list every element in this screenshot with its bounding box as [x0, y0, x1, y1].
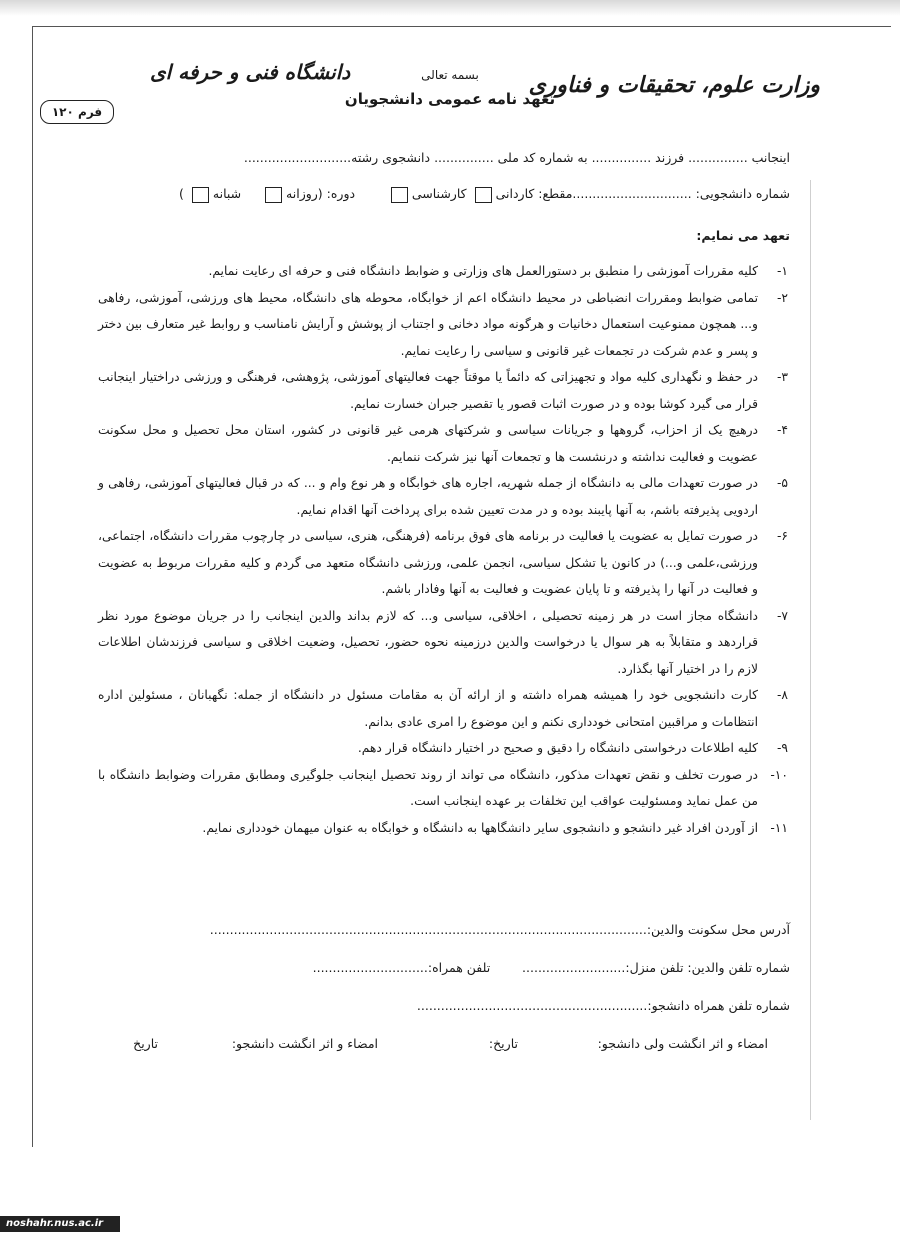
item-text: دانشگاه مجاز است در هر زمینه تحصیلی ، اخلاقی، سیاسی و... که لازم بداند والدین اینجانب را در جریان موضوع مورد نظر قراردهد و متقابلاً به هر سوال یا درخواست والدین درزمینه نحوه حضور، تحصیل، وضعیت اخلاقی و سیاسی فرزندشان اطلاعات لازم را در اختیار آنها بگذارد. — [98, 608, 758, 676]
item-text: کلیه اطلاعات درخواستی دانشگاه را دقیق و صحیح در اختیار دانشگاه قرار دهم. — [357, 741, 758, 755]
student-mobile-field[interactable]: شماره تلفن همراه دانشجو:.......................................................... — [416, 998, 790, 1013]
item-number: ۵- — [776, 476, 788, 490]
pledge-item — [98, 364, 788, 417]
item-text: درهیچ یک از احزاب، گروهها و جریانات سیاسی و شرکتهای هرمی غیر قانونی در کشور، استان محل تحصیل و محل سکونت عضویت و فعالیت نداشته و درنشست ها و تجمعات آنها نیز شرکت ننمایم. — [98, 423, 758, 464]
bachelor-label: کارشناسی — [411, 186, 467, 201]
item-text: تمامی ضوابط ومقررات انضباطی در محیط دانشگاه اعم از خوابگاه، محوطه های دانشگاه، محیط های ورزشی، آموزشی، رفاهی و... همچون ممنوعیت استعمال دخانیات و هرگونه مواد دخانی و اجتناب از پوشش و آرایش نامناسب و روابط غیر متعارف بین دختر و پسر و عدم شرکت در تجمعات غیر قانونی و سیاسی را رعایت نمایم. — [98, 290, 758, 358]
pledge-item — [98, 417, 788, 470]
item-text: از آوردن افراد غیر دانشجو و دانشجوی سایر دانشگاهها به دانشگاه و خوابگاه به عنوان میهمان خودداری نمایم. — [202, 820, 758, 835]
website-badge: noshahr.nus.ac.ir — [0, 1216, 120, 1232]
header-center — [340, 68, 560, 108]
bismillah: بسمه تعالی — [421, 68, 479, 82]
item-number: ۱۰- — [770, 767, 788, 782]
parent-home-phone-field[interactable]: شماره تلفن والدین: تلفن منزل:.......................... — [522, 960, 790, 975]
university-title: دانشگاه فنی و حرفه ای — [150, 60, 351, 84]
student-signature-label: امضاء و اثر انگشت دانشجو: — [231, 1036, 378, 1051]
item-number: ۴- — [776, 423, 788, 437]
pledge-item — [98, 682, 788, 735]
parent-address-field[interactable]: آدرس محل سکونت والدین:.............................................................................................................. — [209, 922, 790, 937]
phone-row — [110, 960, 790, 975]
close-paren: ) — [179, 186, 184, 201]
item-text: در حفظ و نگهداری کلیه مواد و تجهیزاتی که دائماً یا موقتاً جهت فعالیتهای آموزشی، پژوهشی، فرهنگی و ورزشی دراختیار اینجانب قرار می گیرد کوشا بوده و در صورت اثبات قصور یا تقصیر جبران خسارت نمایم. — [98, 370, 758, 411]
item-text: در صورت تمایل به عضویت یا فعالیت در برنامه های فوق برنامه (فرهنگی، هنری، سیاسی در چارچوب مقررات دانشگاه، اجتماعی، ورزشی،علمی و...) در کانون یا تشکل سیاسی، انجمن علمی، ورزشی دانشگاه متعهد می گردم و کلیه مقررات مربوط به عضویت و فعالیت در آنها را پذیرفته و تا پایان عضویت و فعالیت به آنها وفادار باشم. — [98, 529, 758, 596]
item-number: ۶- — [776, 529, 788, 543]
item-number: ۱۱- — [770, 820, 788, 835]
guardian-signature-label: امضاء و اثر انگشت ولی دانشجو: — [597, 1036, 768, 1051]
pledge-item — [98, 285, 788, 365]
pledge-item — [98, 603, 788, 683]
pledge-item — [98, 762, 788, 815]
parent-mobile-field[interactable]: تلفن همراه:............................. — [312, 960, 491, 975]
pledge-item — [98, 258, 788, 285]
item-text: در صورت تخلف و نقض تعهدات مذکور، دانشگاه می تواند از روند تحصیل اینجانب جلوگیری ومطابق مقررات وضوابط دانشگاه با من عمل نماید ومسئولیت عواقب این تخلفات بر عهده اینجانب است. — [98, 767, 758, 808]
day-course-checkbox[interactable] — [265, 187, 282, 203]
item-text: کلیه مقررات آموزشی را منطبق بر دستورالعمل های وزارتی و ضوابط دانشگاه فنی و حرفه ای رعایت نمایم. — [208, 264, 758, 278]
item-number: ۹- — [776, 741, 788, 755]
scan-edge-line — [810, 180, 811, 1120]
pledge-item — [98, 815, 788, 842]
night-course-checkbox[interactable] — [192, 187, 209, 203]
intro-line-2 — [179, 186, 790, 203]
student-id-degree-label: شماره دانشجویی: ..............................مقطع: کاردانی — [495, 186, 790, 201]
day-course-label: دوره: (روزانه — [286, 186, 356, 201]
pledge-item — [98, 470, 788, 523]
item-number: ۱- — [776, 264, 788, 278]
date-label-2: تاریخ — [133, 1036, 158, 1051]
pledge-item — [98, 735, 788, 762]
form-code-badge: فرم ۱۲۰ — [40, 100, 114, 124]
date-label-1: تاریخ: — [488, 1036, 518, 1051]
associate-checkbox[interactable] — [475, 187, 492, 203]
pledge-list — [98, 258, 788, 841]
item-text: در صورت تعهدات مالی به دانشگاه از جمله شهریه، اجاره های خوابگاه و هر نوع وام و ... که در قبال فعالیتهای آموزشی، رفاهی و اردویی پذیرفته باشم، به آنها پایبند بوده و در مدت تعیین شده برای پرداخت آنها اقدام نمایم. — [98, 476, 758, 517]
item-text: کارت دانشجویی خود را همیشه همراه داشته و از ارائه آن به مقامات مسئول در دانشگاه از جمله: نگهبانان ، مسئولین اداره انتظامات و مراقبین امتحانی خودداری نکنم و این موضوع را امری عادی بدانم. — [98, 688, 758, 729]
pledge-heading: تعهد می نمایم: — [696, 228, 790, 243]
item-number: ۳- — [776, 370, 788, 384]
item-number: ۷- — [776, 608, 788, 623]
scan-top-shade — [0, 0, 900, 16]
bachelor-checkbox[interactable] — [391, 187, 408, 203]
intro-line-1: اینجانب ............... فرزند ............... به شماره کد ملی ............... دانشجوی رشته........................... — [243, 150, 790, 165]
item-number: ۲- — [776, 290, 788, 305]
pledge-item — [98, 523, 788, 603]
ministry-title: وزارت علوم، تحقیقات و فناوری — [528, 72, 820, 98]
document-title: تعهد نامه عمومی دانشجویان — [344, 90, 556, 108]
night-course-label: شبانه — [212, 186, 242, 201]
item-number: ۸- — [776, 688, 788, 702]
